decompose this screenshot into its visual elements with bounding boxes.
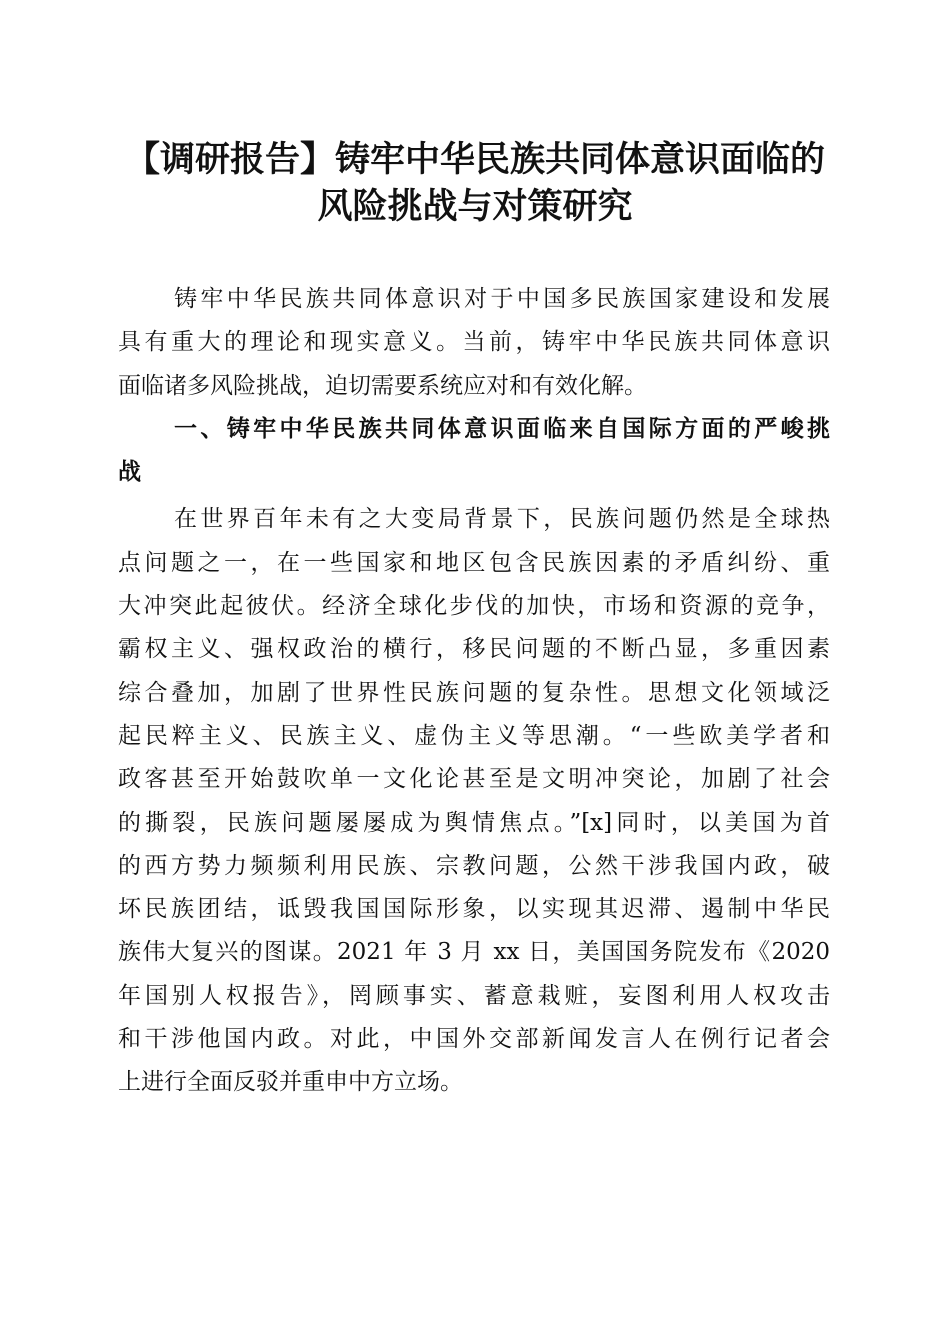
document-body bbox=[118, 278, 830, 1105]
text-line: 的西方势力频频利用民族、宗教问题，公然干涉我国内政，破 bbox=[118, 852, 830, 879]
text-line: 上进行全面反驳并重申中方立场。 bbox=[118, 1069, 463, 1096]
text-line: 面临诸多风险挑战，迫切需要系统应对和有效化解。 bbox=[118, 372, 647, 399]
intro-paragraph bbox=[118, 278, 830, 408]
text-line: 坏民族团结，诋毁我国国际形象，以实现其迟滞、遏制中华民 bbox=[118, 896, 830, 923]
text-line: 点问题之一，在一些国家和地区包含民族因素的矛盾纠纷、重 bbox=[118, 549, 830, 576]
text-line: 具有重大的理论和现实意义。当前，铸牢中华民族共同体意识 bbox=[118, 329, 830, 356]
text-line: 起民粹主义、民族主义、虚伪主义等思潮。“一些欧美学者和 bbox=[118, 722, 830, 749]
title-line-2: 风险挑战与对策研究 bbox=[317, 187, 633, 227]
text-line: 在世界百年未有之大变局背景下，民族问题仍然是全球热 bbox=[174, 506, 830, 533]
text-line: 综合叠加，加剧了世界性民族问题的复杂性。思想文化领域泛 bbox=[118, 679, 830, 706]
text-line: 政客甚至开始鼓吹单一文化论甚至是文明冲突论，加剧了社会 bbox=[118, 766, 830, 793]
text-line: 铸牢中华民族共同体意识对于中国多民族国家建设和发展 bbox=[174, 286, 830, 312]
text-line: 霸权主义、强权政治的横行，移民问题的不断凸显，多重因素 bbox=[118, 636, 830, 663]
paragraph-1 bbox=[118, 498, 830, 1104]
text-line: 族伟大复兴的图谋。2021 年 3 月 xx 日，美国国务院发布《2020 bbox=[118, 939, 830, 966]
title-line-1: 【调研报告】铸牢中华民族共同体意识面临的 bbox=[124, 140, 825, 180]
section-heading-1 bbox=[118, 408, 830, 495]
text-line: 的撕裂，民族问题屡屡成为舆情焦点。”[x]同时，以美国为首 bbox=[118, 809, 830, 836]
heading-line: 战 bbox=[118, 459, 141, 486]
heading-line: 一、铸牢中华民族共同体意识面临来自国际方面的严峻挑 bbox=[174, 415, 830, 442]
text-line: 大冲突此起彼伏。经济全球化步伐的加快，市场和资源的竞争， bbox=[118, 593, 830, 620]
text-line: 和干涉他国内政。对此，中国外交部新闻发言人在例行记者会 bbox=[118, 1026, 830, 1053]
text-line: 年国别人权报告》，罔顾事实、蓄意栽赃，妄图利用人权攻击 bbox=[118, 982, 830, 1009]
